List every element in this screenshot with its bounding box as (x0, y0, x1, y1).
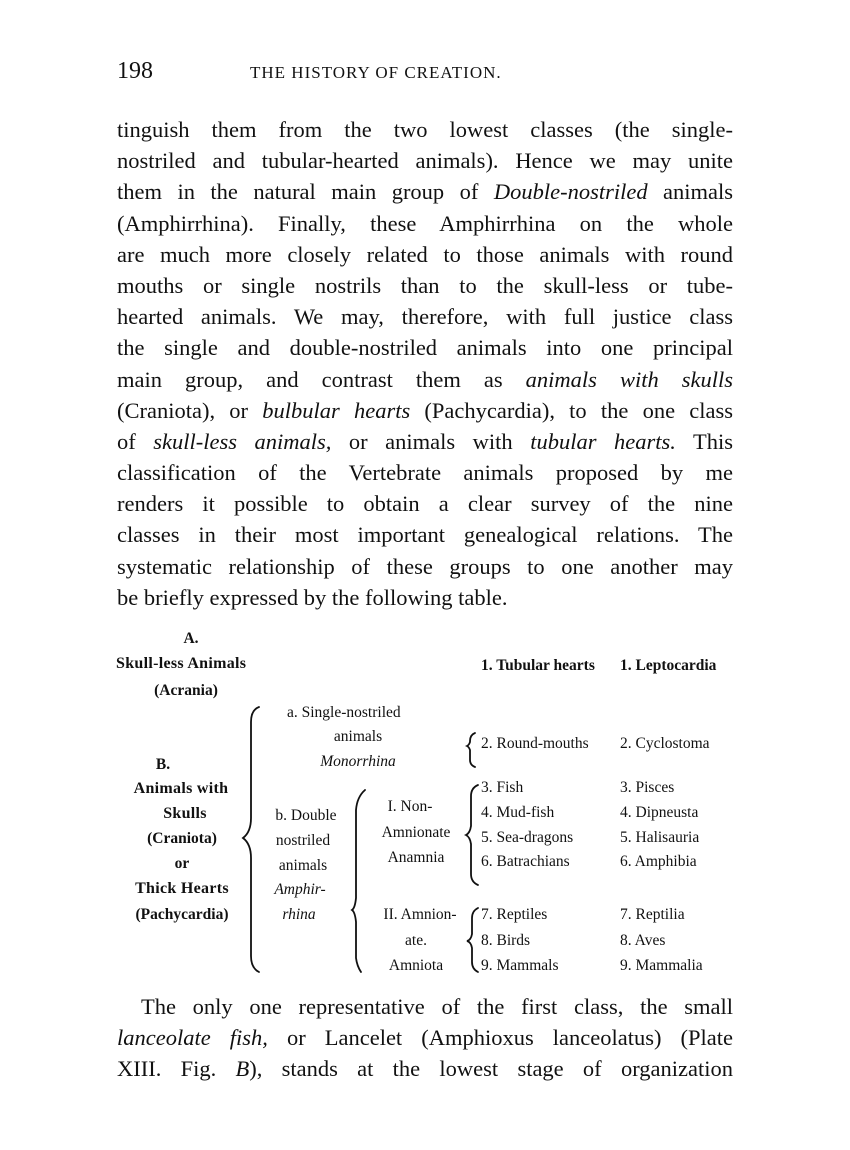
group-b-letter: B. (155, 756, 171, 773)
emphasis: tubular hearts. (530, 428, 676, 454)
text-line: classification of the Vertebrate animals proposed by me (117, 460, 733, 486)
brace-class2 (467, 733, 475, 767)
class-8-latin: 8. Aves (620, 932, 666, 949)
class-9-latin: 9. Mammalia (620, 957, 703, 974)
brace-amniota (467, 908, 478, 972)
body-paragraph-2 (117, 991, 733, 1085)
class-2-latin: 2. Cyclostoma (620, 735, 710, 752)
text-line: XIII. Fig. B), stands at the lowest stage of organization (117, 1056, 733, 1082)
class-3-latin: 3. Pisces (620, 779, 675, 796)
class-4-latin: 4. Dipneusta (620, 804, 699, 821)
division-i-label-1: I. Non- (387, 798, 433, 815)
emphasis: bulbular hearts (262, 397, 411, 423)
class-6-english: 6. Batrachians (481, 853, 570, 870)
group-b-latin-1: (Craniota) (147, 830, 217, 847)
emphasis: skull-less animals, (153, 428, 332, 454)
class-5-english: 5. Sea-dragons (481, 829, 574, 846)
brace-amphirrhina (352, 790, 365, 972)
subgroup-a-label: a. Single-nostriled (287, 704, 401, 721)
group-a-name: Skull-less Animals (116, 655, 247, 672)
text-line: The only one representative of the first class, the small (141, 994, 733, 1019)
group-b-name-1: Animals with (133, 780, 229, 797)
text-line: of skull-less animals, or animals with tubular hearts. This (117, 428, 733, 454)
class-1-english: 1. Tubular hearts (481, 657, 595, 674)
group-a-letter: A. (183, 630, 199, 647)
class-6-latin: 6. Amphibia (620, 853, 697, 870)
class-4-english: 4. Mud-fish (481, 804, 555, 821)
class-2-english: 2. Round-mouths (481, 735, 589, 752)
emphasis: animals with skulls (525, 366, 733, 392)
text-line: nostriled and tubular-hearted animals). Hence we may unite (117, 148, 733, 174)
text-line: main group, and contrast them as animals with skulls (117, 366, 733, 392)
division-ii-label-1: II. Amnion- (383, 906, 457, 923)
text-line: mouths or single nostrils than to the skull-less or tube- (117, 272, 733, 298)
brace-craniota (243, 707, 259, 972)
running-title: THE HISTORY OF CREATION. (250, 63, 502, 82)
group-a-latin: (Acrania) (154, 682, 218, 699)
emphasis: lanceolate fish, (117, 1025, 268, 1051)
text-line: tinguish them from the two lowest classes (the single- (117, 117, 733, 142)
class-9-english: 9. Mammals (481, 957, 559, 974)
class-7-english: 7. Reptiles (481, 906, 548, 923)
text-line: be briefly expressed by the following table. (117, 584, 508, 610)
group-b-or: or (174, 855, 190, 872)
text-line: renders it possible to obtain a clear survey of the nine (117, 491, 733, 517)
text-line: (Craniota), or bulbular hearts (Pachycardia), to the one class (117, 397, 733, 423)
division-ii-label-3: Amniota (388, 957, 444, 974)
group-b-name-2: Skulls (163, 805, 207, 822)
division-ii-label-2: ate. (405, 932, 427, 949)
text-line: are much more closely related to those animals with round (117, 241, 733, 267)
subgroup-b-latin-1: Amphir- (274, 881, 326, 898)
text-line: (Amphirrhina). Finally, these Amphirrhina on the whole (117, 210, 733, 236)
page-number: 198 (117, 58, 153, 84)
group-b-name-3: Thick Hearts (135, 880, 229, 897)
subgroup-a-latin: Monorrhina (320, 753, 396, 770)
text-line: lanceolate fish, or Lancelet (Amphioxus lanceolatus) (Plate (117, 1025, 733, 1051)
subgroup-a-label-2: animals (333, 728, 383, 745)
division-i-label-3: Anamnia (387, 849, 445, 866)
emphasis: B (235, 1056, 250, 1082)
text-line: hearted animals. We may, therefore, with full justice class (117, 304, 733, 330)
subgroup-b-label-1: b. Double (275, 807, 337, 824)
text-line: systematic relationship of these groups to one another may (117, 553, 733, 579)
group-b-latin-2: (Pachycardia) (135, 906, 229, 923)
subgroup-b-label-2: nostriled (275, 832, 331, 849)
text-line: classes in their most important genealogical relations. The (117, 522, 733, 548)
text-line: them in the natural main group of Double-nostriled animals (117, 179, 734, 205)
text-line: the single and double-nostriled animals into one principal (117, 335, 733, 361)
division-i-label-2: Amnionate (381, 824, 451, 841)
class-8-english: 8. Birds (481, 932, 531, 949)
subgroup-b-latin-2: rhina (282, 906, 316, 923)
brace-anamnia (466, 785, 478, 885)
emphasis: Double-nostriled (493, 179, 648, 205)
subgroup-b-label-3: animals (278, 857, 328, 874)
class-5-latin: 5. Halisauria (620, 829, 700, 846)
class-7-latin: 7. Reptilia (620, 906, 685, 923)
class-3-english: 3. Fish (481, 779, 524, 796)
class-1-latin: 1. Leptocardia (620, 657, 717, 674)
